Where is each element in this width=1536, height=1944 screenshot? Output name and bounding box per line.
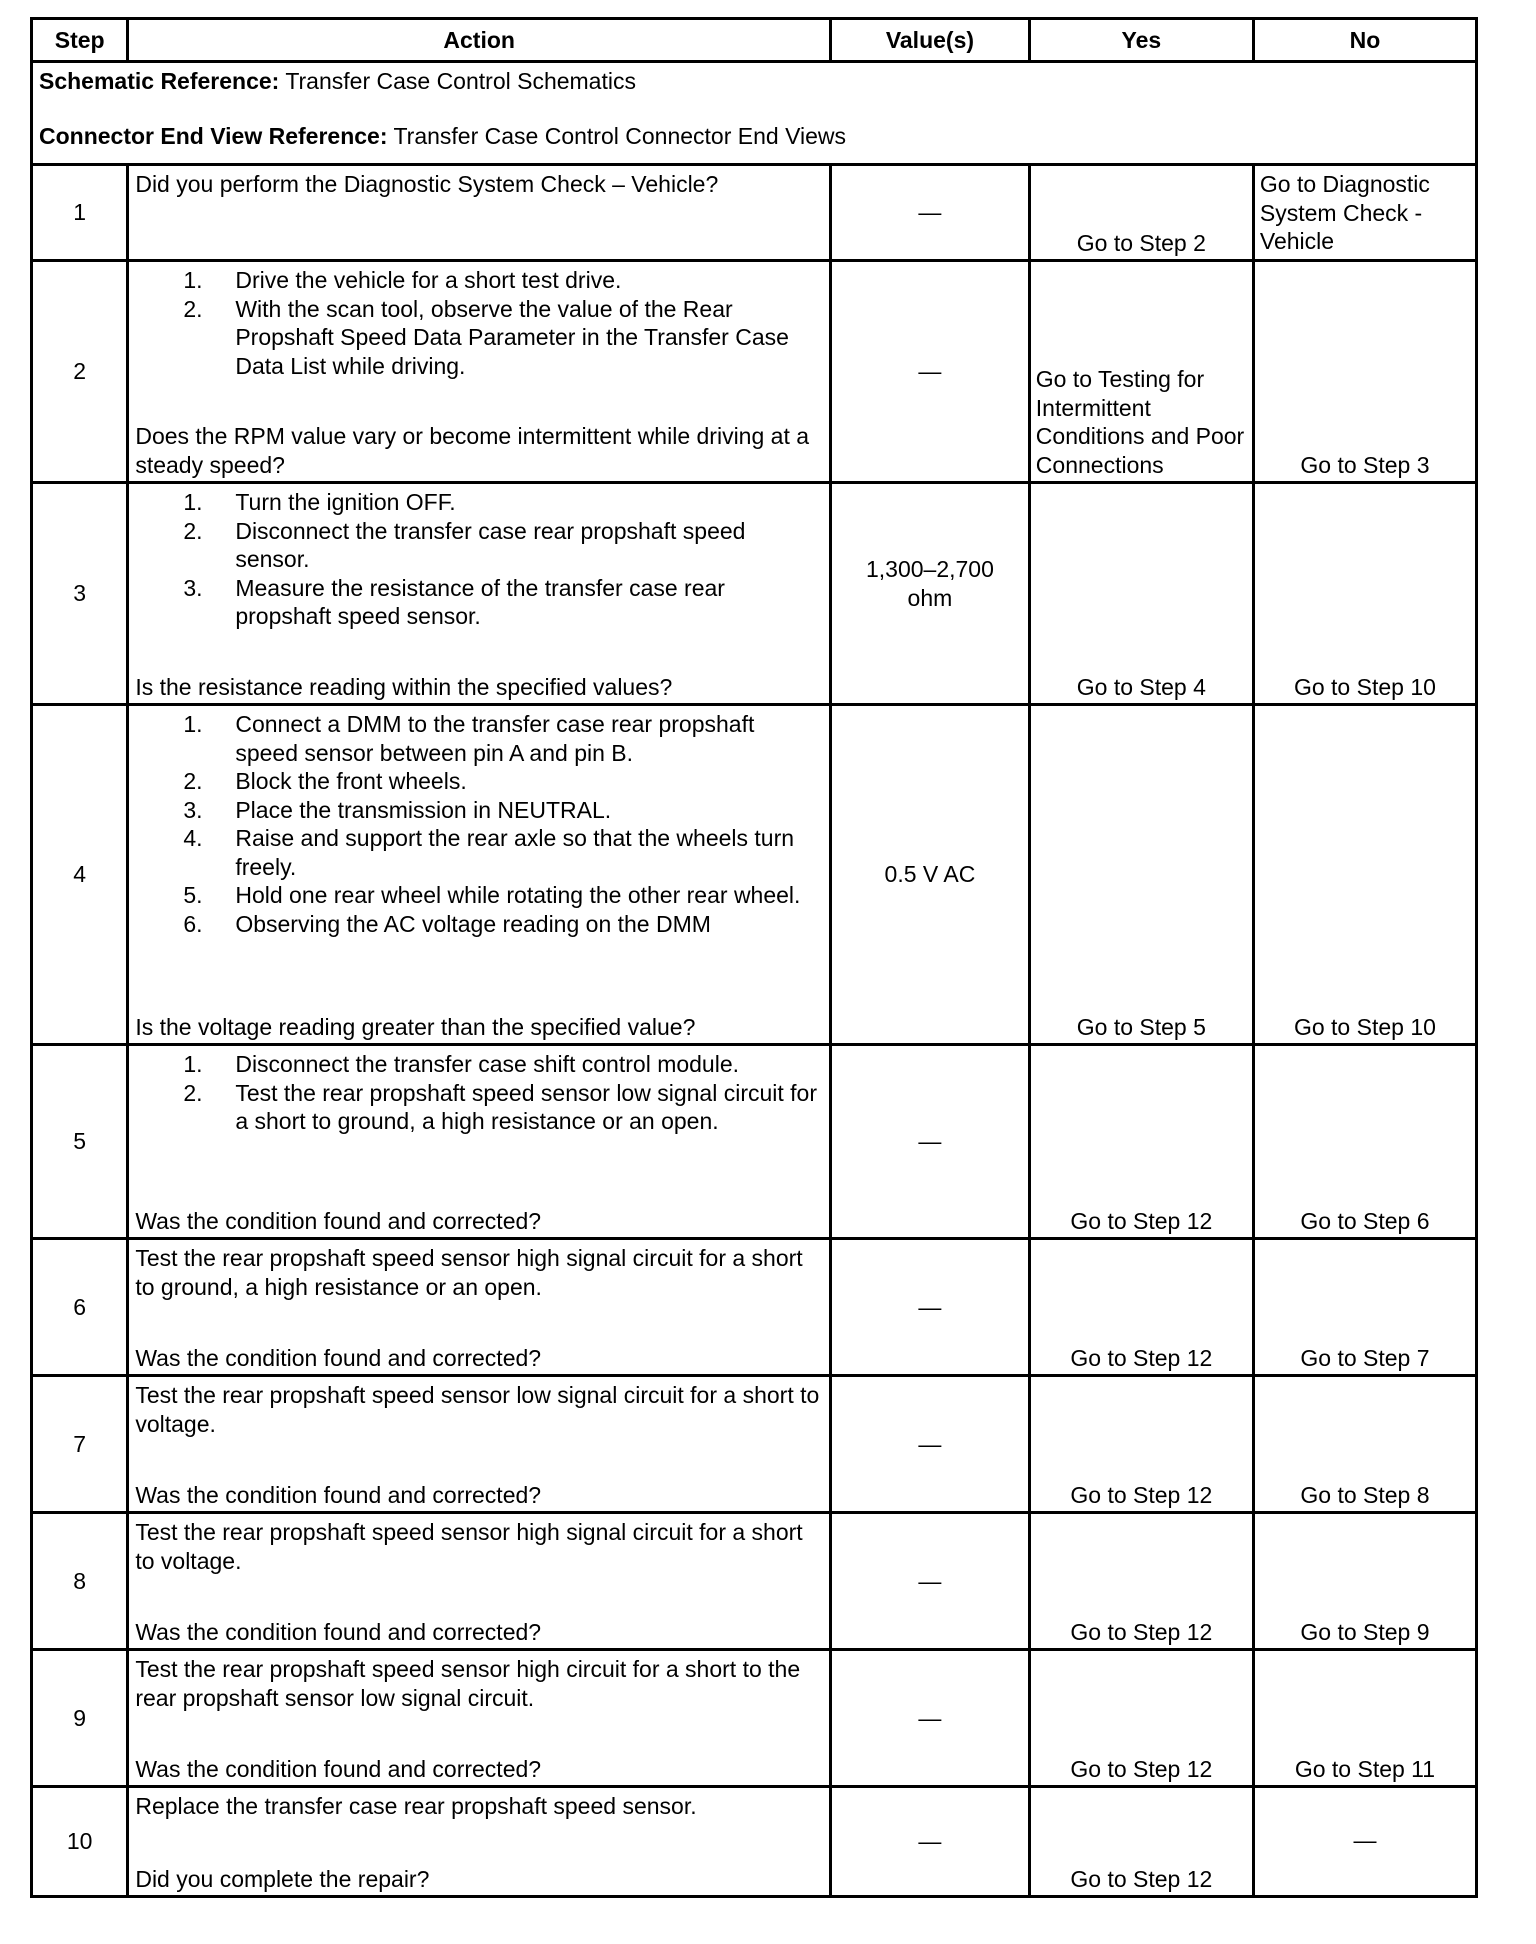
procedure-item-text: Hold one rear wheel while rotating the other rear wheel. [235, 882, 801, 908]
yes-cell [1029, 705, 1253, 1045]
value-cell [831, 165, 1030, 261]
no-cell [1253, 1376, 1476, 1513]
step-number: 1 [32, 165, 128, 261]
procedure-item [135, 488, 823, 517]
action-cell [128, 165, 831, 261]
yes-action-link: Go to Step 2 [1076, 229, 1206, 256]
procedure-item-number: 2. [183, 1079, 203, 1106]
action-content [129, 166, 829, 259]
action-question: Was the condition found and corrected? [135, 1618, 542, 1645]
yes-cell [1029, 1376, 1253, 1513]
value-cell [831, 1787, 1030, 1897]
procedure-item-number: 6. [183, 910, 203, 937]
header-yes: Yes [1029, 19, 1253, 62]
no-cell [1253, 1787, 1476, 1897]
procedure-item [135, 881, 823, 910]
yes-cell [1029, 1650, 1253, 1787]
action-question: Is the resistance reading within the specified values? [135, 673, 673, 700]
value-text: — [918, 1704, 942, 1731]
procedure-item-text: Connect a DMM to the transfer case rear propshaft speed sensor between pin A and pin B. [235, 711, 755, 766]
action-content [129, 1377, 829, 1511]
procedure-item [135, 517, 823, 574]
no-action-link: Go to Step 7 [1300, 1344, 1430, 1371]
procedure-item-text: Turn the ignition OFF. [235, 489, 456, 515]
procedure-item [135, 910, 823, 939]
yes-cell [1029, 1787, 1253, 1897]
action-question: Was the condition found and corrected? [135, 1481, 542, 1508]
procedure-item-text: Disconnect the transfer case rear propshaft speed sensor. [235, 517, 746, 572]
no-cell [1253, 1239, 1476, 1376]
no-cell [1253, 1513, 1476, 1650]
action-cell [128, 1787, 831, 1897]
procedure-item [135, 266, 823, 295]
procedure-item-number: 1. [183, 711, 203, 737]
yes-action-link: Go to Testing for Intermittent Conditions and Poor Connections [1035, 366, 1245, 478]
action-content [129, 706, 829, 1043]
yes-action-link: Go to Step 12 [1070, 1755, 1213, 1782]
value-cell [831, 1513, 1030, 1650]
table-row [32, 483, 1477, 705]
action-question: Is the voltage reading greater than the specified value? [135, 1013, 696, 1040]
step-number: 5 [32, 1045, 128, 1239]
action-question: Was the condition found and corrected? [135, 1344, 542, 1371]
procedure-item-number: 1. [183, 489, 203, 515]
action-question: Was the condition found and corrected? [135, 1755, 542, 1782]
procedure-list [135, 488, 823, 631]
procedure-item-text: With the scan tool, observe the value of the Rear Propshaft Speed Data Parameter in the Transfer Case Data List while driving. [235, 295, 789, 379]
schematic-reference-label: Schematic Reference: [39, 68, 280, 94]
procedure-item-number: 2. [183, 295, 203, 322]
procedure-item-text: Place the transmission in NEUTRAL. [235, 796, 612, 823]
yes-cell [1029, 1045, 1253, 1239]
schematic-reference [39, 67, 1469, 96]
procedure-item-number: 2. [183, 768, 203, 794]
value-text: — [918, 1567, 942, 1594]
action-content [129, 262, 829, 481]
value-text: — [918, 1828, 942, 1855]
value-cell [831, 705, 1030, 1045]
yes-action-link: Go to Step 12 [1070, 1207, 1213, 1234]
yes-action-link: Go to Step 12 [1070, 1618, 1213, 1645]
procedure-item [135, 574, 823, 631]
action-instruction: Test the rear propshaft speed sensor high circuit for a short to the rear propshaft sensor low signal circuit. [135, 1656, 801, 1711]
value-cell [831, 1239, 1030, 1376]
step-number: 8 [32, 1513, 128, 1650]
procedure-item-text: Block the front wheels. [235, 768, 467, 794]
procedure-item-number: 2. [183, 517, 203, 544]
yes-action-link: Go to Step 5 [1076, 1013, 1206, 1040]
no-action-link: Go to Step 8 [1300, 1481, 1430, 1508]
value-cell [831, 483, 1030, 705]
action-content [129, 1514, 829, 1648]
no-action-link: Go to Step 11 [1294, 1755, 1436, 1782]
no-action-link: — [1353, 1827, 1377, 1854]
header-step: Step [32, 19, 128, 62]
diagnostic-table [30, 17, 1478, 1898]
value-text: 0.5 V AC [884, 861, 976, 888]
step-number: 10 [32, 1787, 128, 1897]
value-text: — [918, 358, 942, 385]
yes-cell [1029, 483, 1253, 705]
procedure-item-text: Measure the resistance of the transfer case rear propshaft speed sensor. [235, 574, 725, 629]
procedure-item-number: 1. [183, 1051, 203, 1077]
no-cell [1253, 1045, 1476, 1239]
action-cell [128, 261, 831, 483]
value-text: — [918, 1293, 942, 1320]
procedure-list [135, 266, 823, 380]
yes-cell [1029, 1239, 1253, 1376]
diagnostic-table-container [30, 17, 1478, 1898]
procedure-list [135, 710, 823, 938]
no-action-link: Go to Step 9 [1300, 1618, 1430, 1645]
header-row [32, 19, 1477, 62]
yes-action-link: Go to Step 4 [1076, 673, 1206, 700]
table-row [32, 261, 1477, 483]
procedure-list [135, 1050, 823, 1136]
table-row [32, 1650, 1477, 1787]
action-question: Did you complete the repair? [135, 1865, 430, 1892]
action-cell [128, 483, 831, 705]
action-cell [128, 705, 831, 1045]
no-cell [1253, 261, 1476, 483]
action-cell [128, 1650, 831, 1787]
value-text: 1,300–2,700 ohm [865, 556, 994, 611]
procedure-item [135, 1079, 823, 1136]
procedure-item-text: Disconnect the transfer case shift control module. [235, 1051, 740, 1077]
no-action-link: Go to Diagnostic System Check - Vehicle [1259, 171, 1430, 254]
procedure-item [135, 295, 823, 381]
procedure-item [135, 1050, 823, 1079]
procedure-item-number: 3. [183, 796, 203, 823]
action-instruction: Did you perform the Diagnostic System Check – Vehicle? [135, 171, 719, 197]
action-content [129, 1046, 829, 1237]
action-content [129, 1651, 829, 1785]
procedure-item [135, 767, 823, 796]
procedure-item-text: Drive the vehicle for a short test drive. [235, 267, 622, 293]
yes-cell [1029, 1513, 1253, 1650]
action-instruction: Test the rear propshaft speed sensor high signal circuit for a short to voltage. [135, 1519, 803, 1574]
no-cell [1253, 705, 1476, 1045]
connector-reference-text: Transfer Case Control Connector End Views [387, 122, 847, 149]
yes-action-link: Go to Step 12 [1070, 1481, 1213, 1508]
table-row [32, 1239, 1477, 1376]
action-question: Does the RPM value vary or become intermittent while driving at a steady speed? [135, 423, 810, 478]
procedure-item-number: 1. [183, 267, 203, 293]
action-content [129, 1240, 829, 1374]
procedure-item-text: Observing the AC voltage reading on the DMM [235, 910, 711, 937]
action-content [129, 1788, 829, 1895]
step-number: 2 [32, 261, 128, 483]
step-number: 9 [32, 1650, 128, 1787]
value-text: — [918, 199, 942, 226]
step-number: 4 [32, 705, 128, 1045]
action-content [129, 484, 829, 703]
no-action-link: Go to Step 10 [1293, 1013, 1436, 1040]
reference-row [32, 62, 1477, 165]
procedure-item [135, 710, 823, 767]
procedure-item [135, 796, 823, 825]
action-cell [128, 1376, 831, 1513]
action-cell [128, 1045, 831, 1239]
procedure-item-text: Test the rear propshaft speed sensor low signal circuit for a short to ground, a high resistance or an open. [235, 1079, 817, 1134]
value-cell [831, 1376, 1030, 1513]
reference-cell [32, 62, 1477, 165]
schematic-reference-text: Transfer Case Control Schematics [279, 68, 636, 94]
action-instruction: Test the rear propshaft speed sensor low signal circuit for a short to voltage. [135, 1382, 820, 1437]
step-number: 7 [32, 1376, 128, 1513]
connector-reference [39, 122, 1469, 151]
header-no: No [1253, 19, 1476, 62]
action-instruction: Replace the transfer case rear propshaft speed sensor. [135, 1793, 697, 1819]
step-number: 3 [32, 483, 128, 705]
no-action-link: Go to Step 10 [1293, 673, 1436, 700]
table-row [32, 705, 1477, 1045]
procedure-item-number: 4. [183, 825, 203, 851]
yes-cell [1029, 261, 1253, 483]
procedure-item-number: 5. [183, 882, 203, 908]
header-action: Action [128, 19, 831, 62]
connector-reference-label: Connector End View Reference: [39, 122, 388, 149]
procedure-item-text: Raise and support the rear axle so that the wheels turn freely. [235, 825, 795, 880]
step-number: 6 [32, 1239, 128, 1376]
value-cell [831, 1045, 1030, 1239]
no-cell [1253, 1650, 1476, 1787]
table-row [32, 1513, 1477, 1650]
table-row [32, 1787, 1477, 1897]
value-cell [831, 1650, 1030, 1787]
procedure-item-number: 3. [183, 574, 203, 601]
yes-cell [1029, 165, 1253, 261]
value-cell [831, 261, 1030, 483]
action-instruction: Test the rear propshaft speed sensor high signal circuit for a short to ground, a high resistance or an open. [135, 1245, 803, 1300]
no-action-link: Go to Step 6 [1300, 1207, 1430, 1234]
action-cell [128, 1239, 831, 1376]
action-question: Was the condition found and corrected? [135, 1207, 542, 1234]
no-action-link: Go to Step 3 [1300, 451, 1430, 478]
procedure-item [135, 824, 823, 881]
yes-action-link: Go to Step 12 [1070, 1344, 1213, 1371]
no-cell [1253, 165, 1476, 261]
table-row [32, 1376, 1477, 1513]
yes-action-link: Go to Step 12 [1070, 1865, 1213, 1892]
table-row [32, 1045, 1477, 1239]
no-cell [1253, 483, 1476, 705]
value-text: — [918, 1430, 942, 1457]
header-values: Value(s) [831, 19, 1030, 62]
action-cell [128, 1513, 831, 1650]
table-row [32, 165, 1477, 261]
value-text: — [918, 1128, 942, 1155]
